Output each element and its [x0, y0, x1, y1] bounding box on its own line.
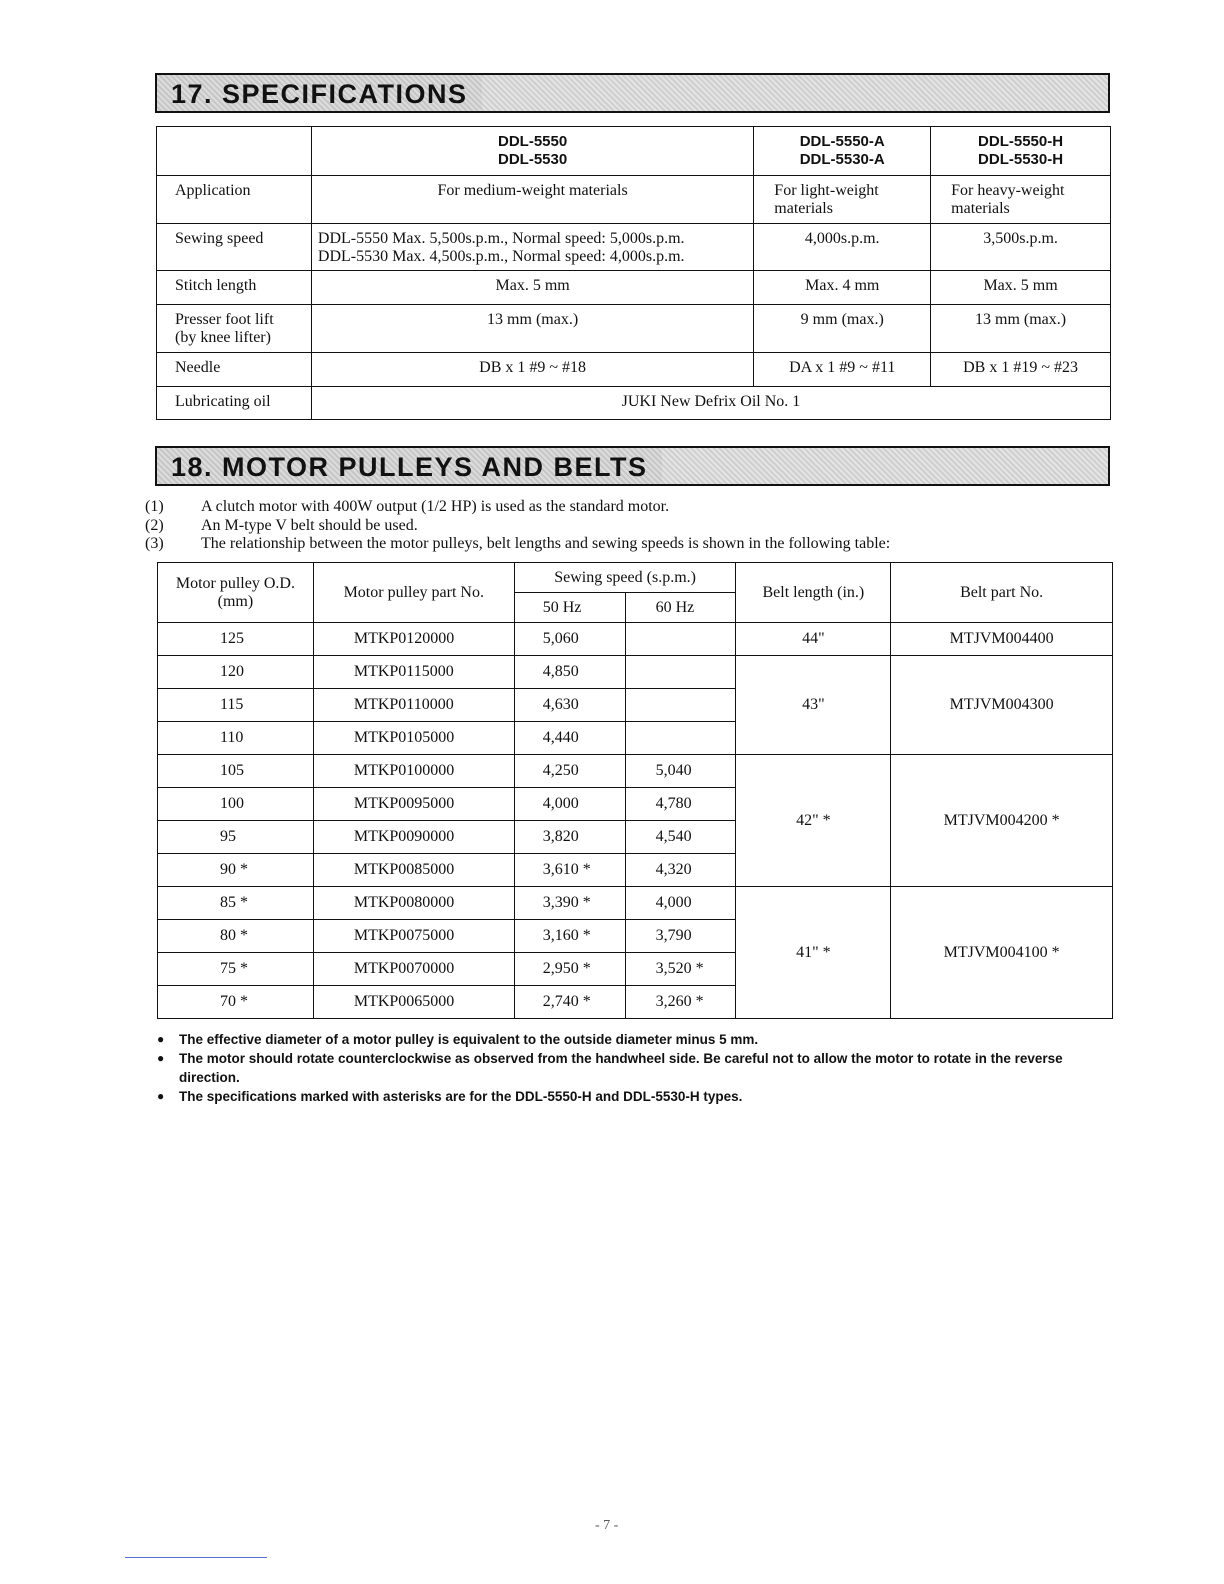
- part-cell: MTKP0075000: [313, 920, 514, 953]
- speed-60-cell: [625, 722, 736, 755]
- model-a: DDL-5550-A DDL-5530-A: [754, 127, 931, 176]
- speed-60-cell: 3,260 *: [625, 986, 736, 1019]
- header-60hz: 60 Hz: [625, 593, 736, 623]
- header-belt-length: Belt length (in.): [736, 563, 891, 623]
- spec-value: DB x 1 #19 ~ #23: [931, 353, 1111, 387]
- od-cell: 115: [158, 689, 314, 722]
- belt-part-cell: MTJVM004400: [891, 623, 1113, 656]
- part-cell: MTKP0080000: [313, 887, 514, 920]
- spec-value: JUKI New Defrix Oil No. 1: [311, 387, 1110, 420]
- speed-50-cell: 4,250: [514, 755, 625, 788]
- section-17-header: [155, 73, 1110, 113]
- belt-part-cell: MTJVM004100 *: [891, 887, 1113, 1019]
- spec-value: 13 mm (max.): [311, 305, 753, 353]
- motor-table-header: [158, 563, 1113, 593]
- header-sewing-speed: Sewing speed (s.p.m.): [514, 563, 736, 593]
- numbered-notes: [145, 498, 890, 554]
- section-17-title: 17. SPECIFICATIONS: [157, 75, 482, 111]
- speed-60-cell: [625, 689, 736, 722]
- spec-label: Sewing speed: [157, 224, 312, 271]
- belt-part-cell: MTJVM004300: [891, 656, 1113, 755]
- note-item: (3) The relationship between the motor pulleys, belt lengths and sewing speeds is shown in the following table:: [145, 535, 891, 552]
- part-cell: MTKP0115000: [313, 656, 514, 689]
- speed-50-cell: 2,950 *: [514, 953, 625, 986]
- spec-label: Lubricating oil: [157, 387, 312, 420]
- spec-value: DB x 1 #9 ~ #18: [311, 353, 753, 387]
- belt-length-cell: 43": [736, 656, 891, 755]
- speed-60-cell: 3,790: [625, 920, 736, 953]
- spec-label: Application: [157, 176, 312, 224]
- spec-value: For heavy-weight materials: [931, 176, 1111, 224]
- spec-label: Presser foot lift (by knee lifter): [157, 305, 312, 353]
- spec-value: Max. 5 mm: [311, 271, 753, 305]
- spec-value: DDL-5550 Max. 5,500s.p.m., Normal speed: 5,000s.p.m. DDL-5530 Max. 4,500s.p.m., Normal speed: 4,000s.p.m.: [311, 224, 753, 271]
- speed-60-cell: 4,780: [625, 788, 736, 821]
- footer-rule: [125, 1557, 267, 1558]
- spec-value: 4,000s.p.m.: [754, 224, 931, 271]
- speed-50-cell: 3,390 *: [514, 887, 625, 920]
- spec-row-needle: [157, 353, 1111, 387]
- spec-value: DA x 1 #9 ~ #11: [754, 353, 931, 387]
- spec-label: Needle: [157, 353, 312, 387]
- spec-row-oil: [157, 387, 1111, 420]
- od-cell: 110: [158, 722, 314, 755]
- belt-length-cell: 44": [736, 623, 891, 656]
- table-row: [158, 887, 1113, 920]
- speed-60-cell: [625, 656, 736, 689]
- bullet-notes: [157, 1030, 1117, 1106]
- table-row: [158, 656, 1113, 689]
- od-cell: 80 *: [158, 920, 314, 953]
- speed-50-cell: 4,440: [514, 722, 625, 755]
- spec-value: Max. 5 mm: [931, 271, 1111, 305]
- od-cell: 75 *: [158, 953, 314, 986]
- part-cell: MTKP0105000: [313, 722, 514, 755]
- note-item: (1) A clutch motor with 400W output (1/2 HP) is used as the standard motor.: [145, 498, 670, 515]
- speed-50-cell: 4,000: [514, 788, 625, 821]
- header-od: Motor pulley O.D. (mm): [158, 563, 314, 623]
- belt-part-cell: MTJVM004200 *: [891, 755, 1113, 887]
- header-pulley-part: Motor pulley part No.: [313, 563, 514, 623]
- part-cell: MTKP0120000: [313, 623, 514, 656]
- speed-60-cell: [625, 623, 736, 656]
- speed-50-cell: 4,630: [514, 689, 625, 722]
- part-cell: MTKP0100000: [313, 755, 514, 788]
- speed-50-cell: 3,610 *: [514, 854, 625, 887]
- model-h: DDL-5550-H DDL-5530-H: [931, 127, 1111, 176]
- spec-model-row: [157, 127, 1111, 176]
- spec-label: Stitch length: [157, 271, 312, 305]
- spec-corner-cell: [157, 127, 312, 176]
- od-cell: 105: [158, 755, 314, 788]
- speed-50-cell: 5,060: [514, 623, 625, 656]
- speed-60-cell: 3,520 *: [625, 953, 736, 986]
- part-cell: MTKP0065000: [313, 986, 514, 1019]
- spec-value: For medium-weight materials: [311, 176, 753, 224]
- spec-value: For light-weight materials: [754, 176, 931, 224]
- part-cell: MTKP0085000: [313, 854, 514, 887]
- od-cell: 120: [158, 656, 314, 689]
- od-cell: 100: [158, 788, 314, 821]
- spec-value: 3,500s.p.m.: [931, 224, 1111, 271]
- section-18-title: 18. MOTOR PULLEYS AND BELTS: [157, 448, 662, 484]
- belt-length-cell: 41" *: [736, 887, 891, 1019]
- part-cell: MTKP0070000: [313, 953, 514, 986]
- speed-50-cell: 4,850: [514, 656, 625, 689]
- spec-row-presser: [157, 305, 1111, 353]
- table-row: [158, 623, 1113, 656]
- spec-row-application: [157, 176, 1111, 224]
- speed-60-cell: 5,040: [625, 755, 736, 788]
- od-cell: 90 *: [158, 854, 314, 887]
- specifications-table: [156, 126, 1111, 420]
- spec-value: 13 mm (max.): [931, 305, 1111, 353]
- bullet-item: ● The specifications marked with asterisks are for the DDL-5550-H and DDL-5530-H types.: [157, 1087, 1117, 1106]
- page-number: - 7 -: [595, 1518, 619, 1533]
- od-cell: 95: [158, 821, 314, 854]
- bullet-item: ● The motor should rotate counterclockwise as observed from the handwheel side. Be careful not to allow the motor to rotate in the reverse direction.: [157, 1049, 1117, 1087]
- spec-row-stitch: [157, 271, 1111, 305]
- belt-length-cell: 42" *: [736, 755, 891, 887]
- section-18-header: [155, 446, 1110, 486]
- speed-50-cell: 3,820: [514, 821, 625, 854]
- speed-50-cell: 2,740 *: [514, 986, 625, 1019]
- speed-50-cell: 3,160 *: [514, 920, 625, 953]
- table-row: [158, 755, 1113, 788]
- motor-pulley-table: [157, 562, 1113, 1019]
- note-item: (2) An M-type V belt should be used.: [145, 516, 418, 534]
- part-cell: MTKP0110000: [313, 689, 514, 722]
- speed-60-cell: 4,000: [625, 887, 736, 920]
- spec-row-speed: [157, 224, 1111, 271]
- spec-value: 9 mm (max.): [754, 305, 931, 353]
- model-std: DDL-5550 DDL-5530: [311, 127, 753, 176]
- part-cell: MTKP0095000: [313, 788, 514, 821]
- speed-60-cell: 4,540: [625, 821, 736, 854]
- header-belt-part: Belt part No.: [891, 563, 1113, 623]
- spec-value: Max. 4 mm: [754, 271, 931, 305]
- od-cell: 70 *: [158, 986, 314, 1019]
- header-50hz: 50 Hz: [514, 593, 625, 623]
- bullet-item: ● The effective diameter of a motor pulley is equivalent to the outside diameter minus 5 mm.: [157, 1030, 1117, 1049]
- speed-60-cell: 4,320: [625, 854, 736, 887]
- part-cell: MTKP0090000: [313, 821, 514, 854]
- od-cell: 85 *: [158, 887, 314, 920]
- od-cell: 125: [158, 623, 314, 656]
